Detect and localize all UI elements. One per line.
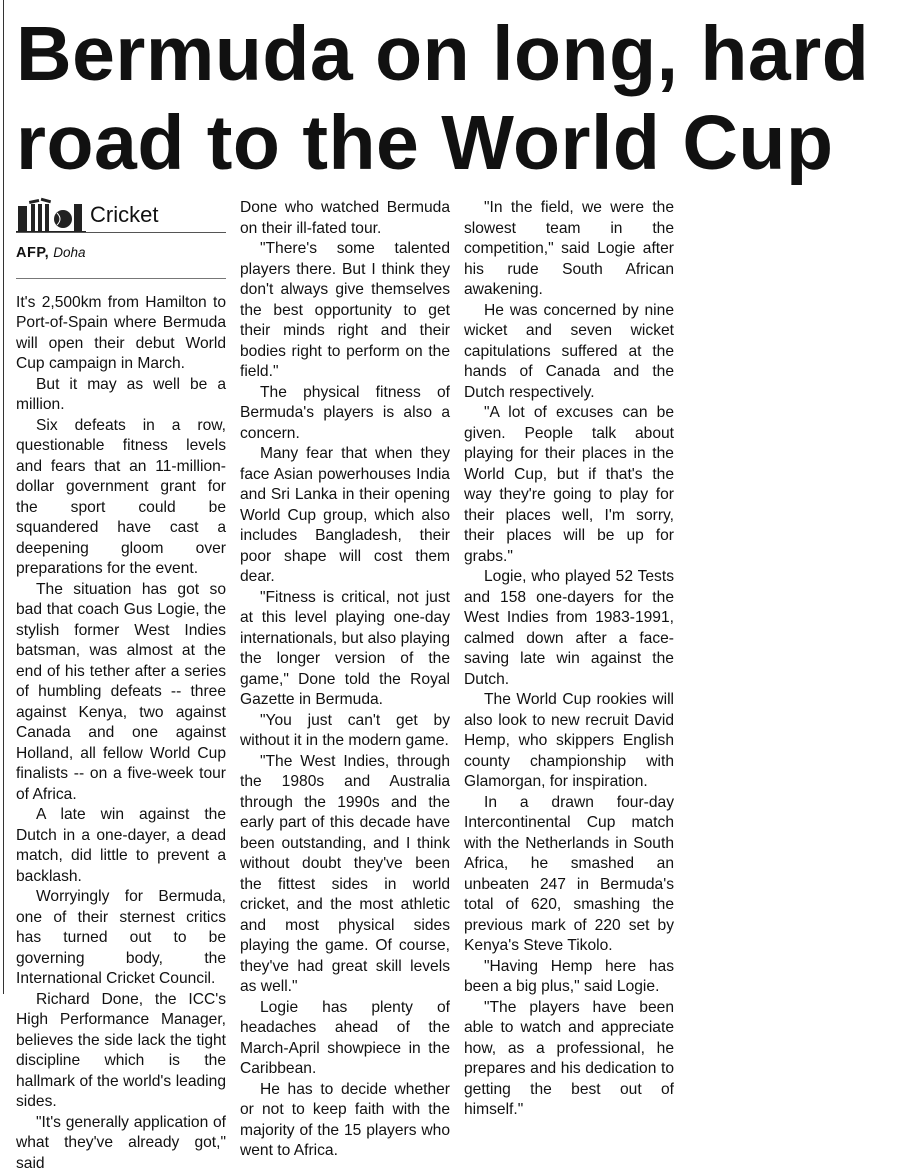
paragraph: "Fitness is critical, not just at this level playing one-day internationals, but also playing the longer version of the game," Done told the Royal Gazette in Bermuda. <box>240 588 450 711</box>
byline-place: Doha <box>53 245 85 260</box>
paragraph: "The players have been able to watch and appreciate how, as a professional, he prepares and his dedication to getting the best out of himself." <box>464 998 674 1121</box>
paragraph: In a drawn four-day Intercontinental Cup match with the Netherlands in South Africa, he smashed an unbeaten 247 in Bermuda's total of 620, smashing the previous mark of 220 set by Kenya's Steve Tikolo. <box>464 793 674 957</box>
paragraph: Six defeats in a row, questionable fitness levels and fears that an 11-million-dollar government grant for the sport could be squandered have cast a deepening gloom over preparations for the event. <box>16 416 226 580</box>
paragraph: It's 2,500km from Hamilton to Port-of-Spain where Bermuda will open their debut World Cup campaign in March. <box>16 293 226 375</box>
byline <box>16 243 226 279</box>
paragraph: The physical fitness of Bermuda's players is also a concern. <box>240 383 450 445</box>
paragraph: But it may as well be a million. <box>16 375 226 416</box>
column-2 <box>240 198 450 994</box>
column-3 <box>464 198 674 994</box>
paragraph: The situation has got so bad that coach Gus Logie, the stylish former West Indies batsman, was almost at the end of his tether after a series of humbling defeats -- three against Kenya, two against Canada and one against Holland, all fellow World Cup finalists -- on a five-week tour of Africa. <box>16 580 226 806</box>
headline-line-2: road to the World Cup <box>16 100 834 186</box>
page-left-rule <box>3 0 4 994</box>
paragraph: "In the field, we were the slowest team in the competition," said Logie after his rude South African awakening. <box>464 198 674 301</box>
paragraph: Done who watched Bermuda on their ill-fated tour. <box>240 198 450 239</box>
paragraph: "There's some talented players there. But I think they don't always give themselves the best opportunity to get their minds right and their bodies right to perform on the field." <box>240 239 450 383</box>
paragraph: "You just can't get by without it in the modern game. <box>240 711 450 752</box>
paragraph: Logie, who played 52 Tests and 158 one-dayers for the West Indies from 1983-1991, calmed down after a face-saving late win against the Dutch. <box>464 567 674 690</box>
paragraph: "It's generally application of what they've already got," said <box>16 1113 226 1174</box>
section-label-text: Cricket <box>90 205 158 226</box>
headline-line-1: Bermuda on long, hard <box>16 11 869 97</box>
byline-agency: AFP, <box>16 245 49 261</box>
section-label <box>16 198 226 233</box>
paragraph: A late win against the Dutch in a one-dayer, a dead match, did little to prevent a backlash. <box>16 805 226 887</box>
paragraph: Many fear that when they face Asian powerhouses India and Sri Lanka in their opening World Cup group, which also includes Bangladesh, their poor shape will cost them dear. <box>240 444 450 588</box>
paragraph: Logie has plenty of headaches ahead of the March-April showpiece in the Caribbean. <box>240 998 450 1080</box>
paragraph: Worryingly for Bermuda, one of their sternest critics has turned out to be governing body, the International Cricket Council. <box>16 887 226 990</box>
paragraph: The World Cup rookies will also look to new recruit David Hemp, who skippers English county championship with Glamorgan, for inspiration. <box>464 690 674 793</box>
column-1 <box>16 198 226 994</box>
cricket-stumps-icon <box>16 198 86 232</box>
paragraph: "A lot of excuses can be given. People talk about playing for their places in the World Cup, but if that's the way they're going to play for their places well, I'm sorry, their places will be up for grabs." <box>464 403 674 567</box>
headline <box>16 10 896 188</box>
paragraph: He has to decide whether or not to keep faith with the majority of the 15 players who went to Africa. <box>240 1080 450 1162</box>
paragraph: "Having Hemp here has been a big plus," said Logie. <box>464 957 674 998</box>
article-columns <box>16 198 896 994</box>
paragraph: Richard Done, the ICC's High Performance Manager, believes the side lack the tight discipline which is the hallmark of the world's leading sides. <box>16 990 226 1113</box>
paragraph: He was concerned by nine wicket and seven wicket capitulations suffered at the hands of Canada and the Dutch respectively. <box>464 301 674 404</box>
paragraph: "The West Indies, through the 1980s and Australia through the 1990s and the early part of this decade have been outstanding, and I think without doubt they've been the fittest sides in world cricket, and the most athletic and most physical sides playing the game. Of course, they've had great skill levels as well." <box>240 752 450 998</box>
